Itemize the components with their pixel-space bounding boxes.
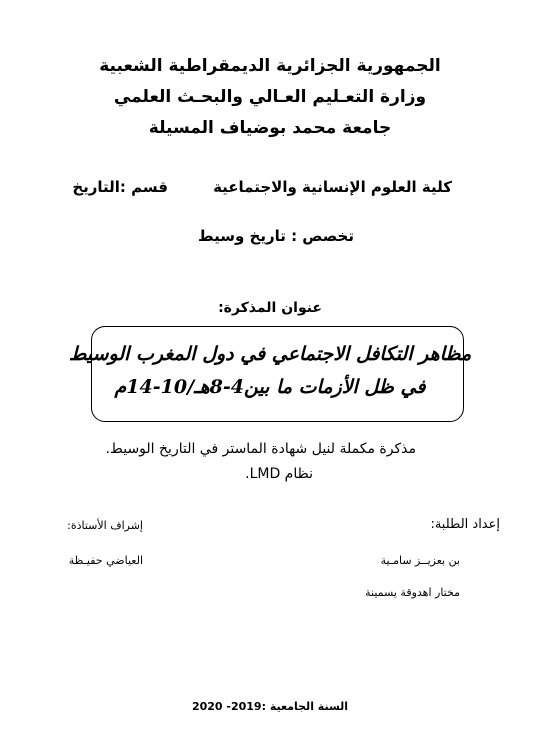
- thesis-system: نظام LMD.: [245, 466, 313, 482]
- thesis-purpose: مذكرة مكملة لنيل شهادة الماستر في التاريخ الوسيط.: [105, 441, 416, 457]
- thesis-title-line-1: مظاهر التكافل الاجتماعي في دول المغرب الوسيط: [68, 343, 472, 365]
- ministry-heading: وزارة التعـليم العـالي والبحـث العلمي: [113, 87, 427, 107]
- university-heading: جامعة محمد بوضياف المسيلة: [148, 118, 392, 138]
- supervisor-name: العياضي حفيـظة: [68, 554, 143, 567]
- supervisor-label: إشراف الأستاذة:: [67, 519, 143, 532]
- student-name-2: مختار اهدوقة يسمينة: [365, 586, 460, 599]
- academic-year: السنة الجامعية :2019- 2020: [191, 700, 349, 713]
- thesis-title-box: [91, 326, 464, 422]
- student-name-1: بن بعزيــز سامـية: [380, 554, 460, 567]
- department-name: قسم :التاريخ: [72, 178, 168, 196]
- title-label: عنوان المذكرة:: [218, 300, 322, 316]
- thesis-title-line-2: في ظل الأزمات ما بين4-8هـ/10-14م: [114, 376, 426, 398]
- specialty: تخصص : تاريخ وسيط: [198, 227, 354, 245]
- students-label: إعداد الطلبة:: [430, 517, 500, 532]
- republic-heading: الجمهورية الجزائرية الديمقراطية الشعبية: [99, 56, 441, 76]
- faculty-name: كلية العلوم الإنسانية والاجتماعية: [213, 178, 452, 196]
